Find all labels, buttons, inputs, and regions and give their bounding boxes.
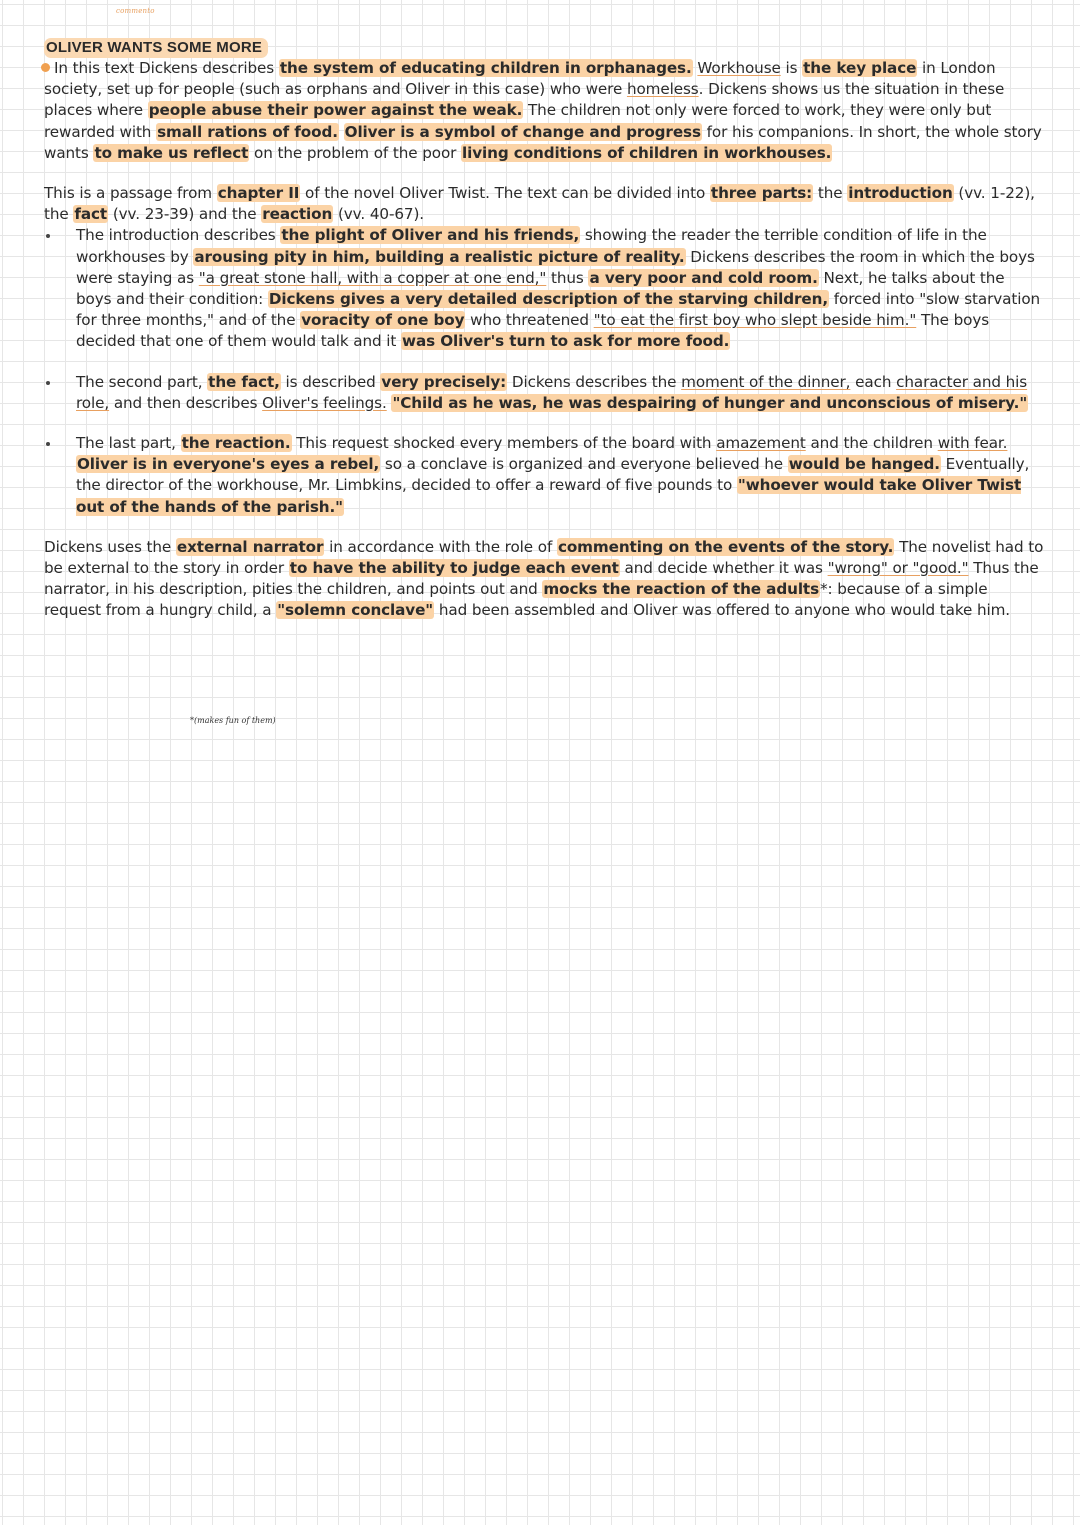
text-run: in London society, set up for people (such as orphans and Oliver in this case) who were [44, 59, 996, 99]
text-run: of the novel Oliver Twist. The text can be divided into [300, 184, 710, 203]
highlighted-text: people abuse their power against the weak. [148, 101, 523, 120]
highlighted-text: the fact, [208, 372, 280, 391]
narrator-paragraph [44, 537, 1044, 622]
highlighted-text: external narrator [176, 537, 324, 556]
highlighted-text: would be hanged. [788, 455, 940, 474]
underlined-text: "to eat the first boy who slept beside him." [593, 311, 917, 330]
structure-paragraph [44, 183, 1044, 225]
text-run: Eventually, the director of the workhouse, Mr. Limbkins, decided to offer a reward of five pounds to [76, 455, 1030, 495]
list-item [44, 225, 1044, 352]
underlined-text: homeless [626, 80, 699, 99]
highlighted-text: the reaction. [181, 434, 291, 453]
notebook-page [44, 7, 1044, 725]
highlighted-text: commenting on the events of the story. [557, 537, 894, 556]
text-run: and then describes [109, 393, 263, 412]
text-run: . Dickens shows us the situation in these places where [44, 80, 1005, 120]
underlined-text: Workhouse [697, 59, 781, 77]
highlighted-text: fact [74, 205, 108, 224]
highlighted-text: chapter II [217, 184, 300, 203]
highlighted-text: "Child as he was, he was despairing of hunger and unconscious of misery." [392, 393, 1028, 412]
underlined-text: "a great stone hall, with a copper at one end," [198, 268, 547, 287]
text-run: The introduction describes [76, 226, 281, 245]
highlighted-text: to have the ability to judge each event [289, 559, 619, 578]
text-run: in accordance with the role of [324, 537, 557, 556]
highlighted-text: "solemn conclave" [277, 601, 434, 620]
underlined-text: moment of the dinner, [681, 372, 851, 391]
text-run: Dickens uses the [44, 537, 176, 556]
text-run: *: because of a simple request from a hungry child, a [44, 580, 988, 620]
bullet-icon [46, 381, 50, 385]
margin-label: commento [116, 7, 155, 15]
text-run: the [813, 184, 848, 203]
text-run: Dickens describes the [507, 372, 682, 391]
highlighted-text: three parts: [710, 184, 813, 203]
intro-text [44, 59, 1042, 162]
highlighted-text: Oliver is a symbol of change and progress [344, 122, 701, 141]
introduction-paragraph [76, 225, 1044, 352]
text-run: The boys decided that one of them would talk and it [76, 311, 990, 351]
text-run: The second part, [76, 372, 208, 391]
underlined-text: character and his role, [76, 372, 1028, 412]
orange-bullet-icon [41, 63, 50, 72]
text-run: on the problem of the poor [249, 143, 462, 162]
text-run: who threatened [465, 311, 594, 330]
text-run: and decide whether it was [619, 559, 828, 578]
underlined-text: "wrong" or "good." [827, 559, 969, 578]
highlighted-text: reaction [262, 205, 333, 224]
highlighted-text: was Oliver's turn to ask for more food. [402, 332, 730, 351]
text-run: had been assembled and Oliver was offered to anyone who would take him. [434, 601, 1011, 620]
highlighted-text: the plight of Oliver and his friends, [281, 226, 580, 245]
text-run: The children not only were forced to work, they were only but rewarded with [44, 101, 992, 141]
highlighted-text: small rations of food. [157, 122, 338, 141]
text-run: for his companions. In short, the whole story wants [44, 122, 1042, 162]
list-item [44, 372, 1044, 414]
text-run: showing the reader the terrible condition of life in the workhouses by [76, 226, 987, 266]
highlighted-text: the key place [803, 59, 917, 77]
text-run: is [780, 59, 803, 77]
intro-paragraph [44, 58, 1044, 164]
footnote: *(makes fun of them) [190, 716, 276, 725]
text-run: (vv. 1-22), the [44, 184, 1035, 224]
text-run: and the children [805, 434, 938, 453]
underlined-text: with fear. [937, 434, 1008, 453]
text-run: This is a passage from [44, 184, 217, 203]
highlighted-text: to make us reflect [94, 143, 249, 162]
bullet-icon [46, 234, 50, 238]
text-run: forced into "slow starvation for three months," and of the [76, 290, 1041, 330]
underlined-text: amazement [716, 434, 806, 453]
highlighted-text: Dickens gives a very detailed description of the starving children, [268, 290, 829, 309]
page-title: OLIVER WANTS SOME MORE [44, 38, 268, 58]
highlighted-text: Oliver is in everyone's eyes a rebel, [77, 455, 380, 474]
text-run: thus [546, 268, 589, 287]
parts-list [44, 225, 1044, 517]
reaction-paragraph [76, 433, 1044, 518]
highlighted-text: very precisely: [381, 372, 507, 391]
highlighted-text: the system of educating children in orphanages. [279, 59, 692, 77]
text-run: In this text Dickens describes [54, 59, 279, 77]
text-run: (vv. 23-39) and the [108, 205, 262, 224]
fact-paragraph [76, 372, 1044, 414]
text-run: so a conclave is organized and everyone believed he [380, 455, 788, 474]
highlighted-text: arousing pity in him, building a realistic picture of reality. [194, 247, 685, 266]
text-run: Thus the narrator, in his description, pities the children, and points out and [44, 559, 1039, 599]
text-run: The novelist had to be external to the story in order [44, 537, 1044, 578]
text-run: The last part, [76, 434, 181, 453]
text-run: Dickens describes the room in which the boys were staying as [76, 247, 1035, 287]
text-run: each [850, 372, 897, 391]
highlighted-text: "whoever would take Oliver Twist out of the hands of the parish." [76, 476, 1022, 516]
highlighted-text: voracity of one boy [301, 311, 465, 330]
bullet-icon [46, 442, 50, 446]
highlighted-text: a very poor and cold room. [589, 268, 818, 287]
text-run: This request shocked every members of the board with [291, 434, 717, 453]
list-item [44, 433, 1044, 518]
text-run: Next, he talks about the boys and their condition: [76, 268, 1005, 309]
text-run [339, 123, 344, 141]
underlined-text: Oliver's feelings. [262, 393, 387, 412]
highlighted-text: introduction [848, 184, 953, 203]
text-run: is described [280, 372, 381, 391]
highlighted-text: living conditions of children in workhouses. [462, 143, 832, 162]
highlighted-text: mocks the reaction of the adults [543, 580, 820, 599]
text-run: (vv. 40-67). [333, 205, 425, 224]
